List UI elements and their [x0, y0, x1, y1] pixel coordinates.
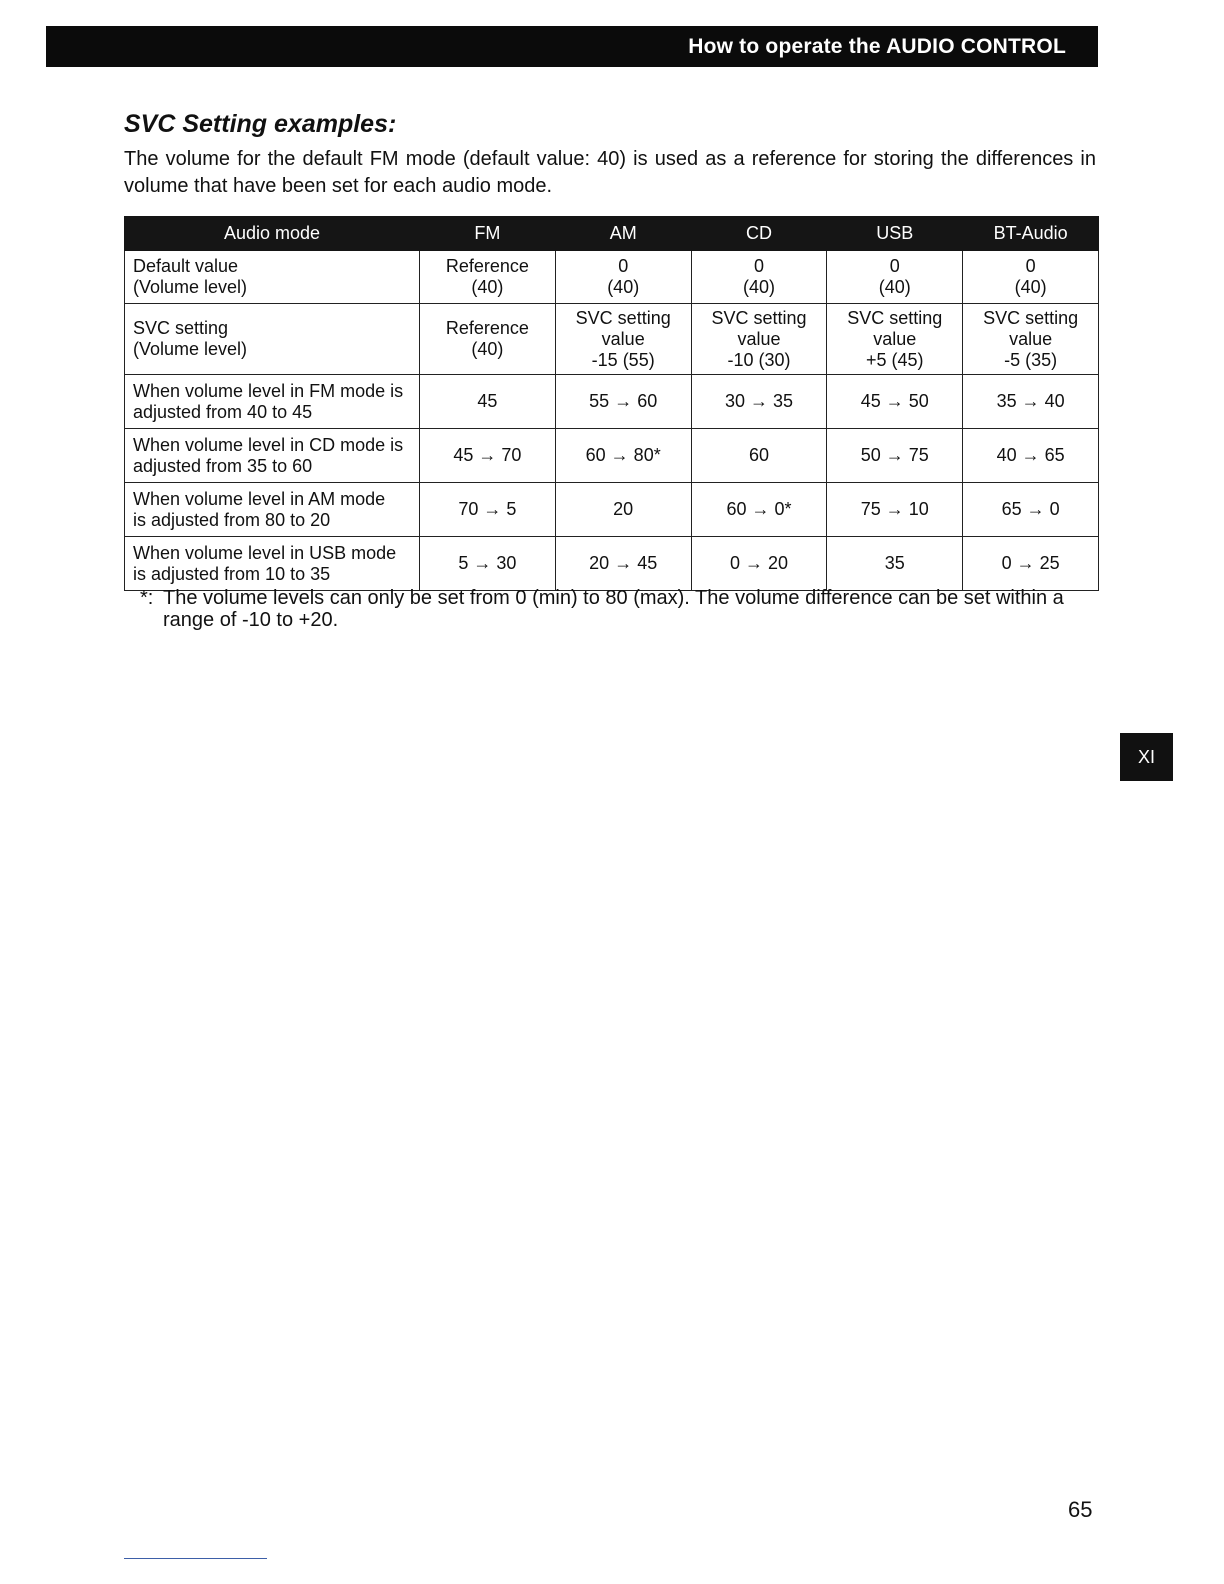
header-fm: FM — [420, 217, 556, 251]
svc-examples-table — [124, 216, 1099, 591]
cell-line: SVC setting — [847, 307, 943, 328]
cell-usb — [827, 251, 963, 304]
table-row-fm-adjust — [125, 375, 1099, 429]
cell-line: 0 — [1025, 256, 1036, 276]
cell-fm: 45 → 70 — [420, 429, 556, 483]
cell-line: value — [1009, 328, 1053, 349]
row-label — [125, 429, 420, 483]
cell-line: 0 — [889, 256, 900, 276]
cell-bt-audio: 40 → 65 — [963, 429, 1099, 483]
cell-fm: 5 → 30 — [420, 537, 556, 591]
cell-line: +5 (45) — [866, 349, 924, 370]
row-label-line: (Volume level) — [133, 277, 248, 297]
chapter-tab: XI — [1120, 733, 1173, 781]
table-row-svc-setting — [125, 304, 1099, 375]
row-label — [125, 251, 420, 304]
cell-bt-audio — [963, 304, 1099, 375]
table-header-row — [125, 217, 1099, 251]
cell-line: value — [737, 328, 781, 349]
header-am: AM — [555, 217, 691, 251]
table-row-default-value — [125, 251, 1099, 304]
row-label — [125, 483, 420, 537]
table-row-am-adjust — [125, 483, 1099, 537]
row-label — [125, 375, 420, 429]
cell-line: (40) — [471, 339, 504, 359]
cell-line: Reference — [445, 256, 529, 276]
row-label-line: Default value — [133, 256, 239, 276]
header-usb: USB — [827, 217, 963, 251]
cell-cd: 60 → 0* — [691, 483, 827, 537]
cell-line: (40) — [607, 277, 640, 297]
row-label — [125, 304, 420, 375]
cell-am — [555, 251, 691, 304]
cell-am: 20 — [555, 483, 691, 537]
cell-fm — [420, 304, 556, 375]
cell-usb: 35 — [827, 537, 963, 591]
row-label-line: SVC setting — [133, 318, 229, 338]
cell-line: value — [601, 328, 645, 349]
cell-bt-audio — [963, 251, 1099, 304]
header-cd: CD — [691, 217, 827, 251]
header-audio-mode: Audio mode — [125, 217, 420, 251]
cell-line: 0 — [618, 256, 629, 276]
row-label-line: (Volume level) — [133, 339, 248, 359]
cell-line: -5 (35) — [1004, 349, 1058, 370]
cell-cd — [691, 304, 827, 375]
cell-line: (40) — [742, 277, 775, 297]
cell-line: value — [873, 328, 917, 349]
header-title: How to operate the AUDIO CONTROL — [688, 35, 1066, 58]
cell-fm: 45 — [420, 375, 556, 429]
row-label-line: is adjusted from 80 to 20 — [133, 509, 331, 530]
cell-line: (40) — [1014, 277, 1047, 297]
row-label-line: When volume level in AM mode — [133, 488, 386, 509]
cell-usb: 50 → 75 — [827, 429, 963, 483]
page-number: 65 — [1068, 1497, 1093, 1522]
cell-am: 20 → 45 — [555, 537, 691, 591]
cell-bt-audio: 35 → 40 — [963, 375, 1099, 429]
row-label-line: When volume level in USB mode — [133, 542, 397, 563]
header-bt-audio: BT-Audio — [963, 217, 1099, 251]
cell-cd: 30 → 35 — [691, 375, 827, 429]
table-row-usb-adjust — [125, 537, 1099, 591]
footnote — [140, 587, 1080, 631]
cell-line: 0 — [753, 256, 764, 276]
cell-usb: 45 → 50 — [827, 375, 963, 429]
section-title: SVC Setting examples: — [124, 110, 397, 138]
row-label-line: When volume level in FM mode is — [133, 380, 404, 401]
footnote-text: The volume levels can only be set from 0 (min) to 80 (max). The volume difference can be set within a range of -10 to +20. — [163, 587, 1064, 631]
row-label-line: When volume level in CD mode is — [133, 434, 404, 455]
cell-bt-audio: 65 → 0 — [963, 483, 1099, 537]
cell-line: Reference — [445, 318, 529, 338]
cell-cd — [691, 251, 827, 304]
cell-line: (40) — [471, 277, 504, 297]
table-row-cd-adjust — [125, 429, 1099, 483]
cell-line: -15 (55) — [591, 349, 655, 370]
cell-am — [555, 304, 691, 375]
cell-usb — [827, 304, 963, 375]
cell-fm: 70 → 5 — [420, 483, 556, 537]
cell-line: (40) — [878, 277, 911, 297]
cell-line: SVC setting — [983, 307, 1079, 328]
cell-cd: 60 — [691, 429, 827, 483]
cell-bt-audio: 0 → 25 — [963, 537, 1099, 591]
cell-line: SVC setting — [575, 307, 671, 328]
cell-am: 60 → 80* — [555, 429, 691, 483]
cell-usb: 75 → 10 — [827, 483, 963, 537]
cell-line: SVC setting — [711, 307, 807, 328]
cell-am: 55 → 60 — [555, 375, 691, 429]
header-bar — [46, 26, 1098, 67]
cell-fm — [420, 251, 556, 304]
row-label — [125, 537, 420, 591]
row-label-line: adjusted from 35 to 60 — [133, 455, 313, 476]
row-label-line: is adjusted from 10 to 35 — [133, 563, 331, 584]
row-label-line: adjusted from 40 to 45 — [133, 401, 313, 422]
cell-cd: 0 → 20 — [691, 537, 827, 591]
intro-paragraph: The volume for the default FM mode (default value: 40) is used as a reference for storing the differences in volume that have been set for each audio mode. — [124, 148, 1096, 197]
footnote-mark: *: — [140, 587, 154, 609]
bottom-rule — [124, 1558, 267, 1559]
cell-line: -10 (30) — [727, 349, 791, 370]
